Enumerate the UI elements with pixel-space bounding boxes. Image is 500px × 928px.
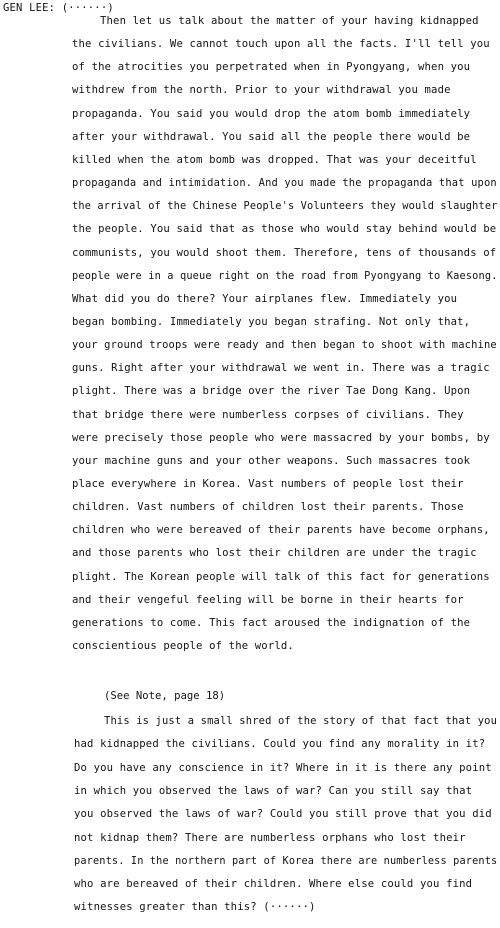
text-line: conscientious people of the world. [72,640,294,653]
text-line: children who were bereaved of their parents have become orphans, [72,524,490,537]
text-line: witnesses greater than this? (······) [74,901,316,914]
text-line: people were in a queue right on the road from Pyongyang to Kaesong. [72,269,498,282]
text-line: the arrival of the Chinese People's Volunteers they would slaughter [72,200,498,213]
text-line: plight. There was a bridge over the river Tae Dong Kang. Upon [72,385,471,398]
text-line: in which you observed the laws of war? Can you still say that [74,784,473,797]
text-line: children. Vast numbers of children lost their parents. Those [72,501,464,514]
text-line: parents. In the northern part of Korea there are numberless parents [74,854,498,867]
text-line: began bombing. Immediately you began strafing. Not only that, [72,315,471,328]
text-line: propaganda. You said you would drop the atom bomb immediately [72,107,471,120]
text-line: Do you have any conscience in it? Where in it is there any point [74,761,492,774]
text-line: killed when the atom bomb was dropped. That was your deceitful [72,153,477,166]
text-line: plight. The Korean people will talk of this fact for generations [72,570,490,583]
text-line: place everywhere in Korea. Vast numbers of people lost their [72,478,464,490]
text-line: your machine guns and your other weapons. Such massacres took [72,454,471,467]
text-line: guns. Right after your withdrawal we went in. There was a tragic [72,362,490,375]
text-line: that bridge there were numberless corpses of civilians. They [72,408,464,421]
see-note-reference: (See Note, page 18) [104,690,226,702]
speaker-label: GEN LEE: (······) [3,2,114,14]
text-line: and those parents who lost their children are under the tragic [72,547,477,560]
text-line: What did you do there? Your airplanes flew. Immediately you [72,292,458,305]
text-line: the people. You said that as those who would stay behind would be [72,223,497,236]
text-line: of the atrocities you perpetrated when in Pyongyang, when you [72,61,471,74]
text-line: after your withdrawal. You said all the people there would be [72,130,471,143]
text-line: withdrew from the north. Prior to your withdrawal you made [72,84,451,97]
text-line: propaganda and intimidation. And you made the propaganda that upon [72,177,497,190]
text-line: your ground troops were ready and then began to shoot with machine [72,339,497,352]
text-line: and their vengeful feeling will be borne in their hearts for [72,593,464,606]
text-line: the civilians. We cannot touch upon all the facts. I'll tell you [72,38,490,51]
text-line: generations to come. This fact aroused the indignation of the [72,616,471,629]
text-line: who are bereaved of their children. Where else could you find [74,878,473,891]
text-line: you observed the laws of war? Could you still prove that you did [74,808,492,821]
text-line: communists, you would shoot them. Therefore, tens of thousands of [72,246,497,259]
text-line: Then let us talk about the matter of your having kidnapped [100,15,479,27]
text-line: had kidnapped the civilians. Could you find any morality in it? [74,738,486,751]
text-line: This is just a small shred of the story of that fact that you [104,715,498,727]
text-line: were precisely those people who were massacred by your bombs, by [72,431,490,444]
text-line: not kidnap them? There are numberless orphans who lost their [74,831,466,844]
